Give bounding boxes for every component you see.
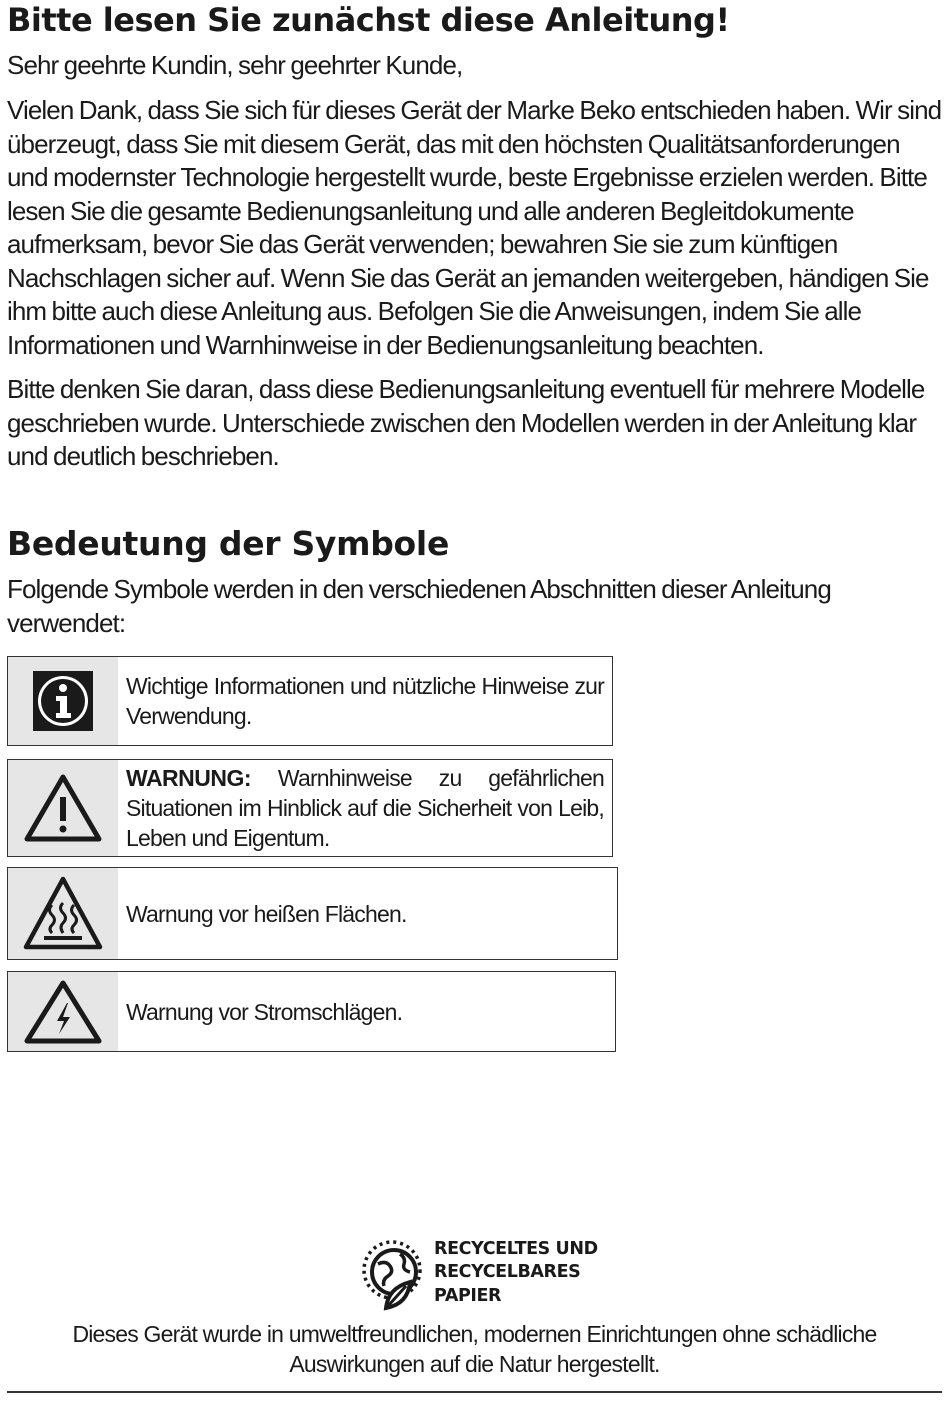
recycled-paper-logo: [356, 1234, 598, 1312]
warning-triangle-icon: [8, 760, 118, 856]
electric-shock-description: Warnung vor Stromschlägen.: [126, 998, 403, 1025]
recycled-paper-globe-icon: [356, 1234, 428, 1312]
models-note-paragraph: Bitte denken Sie daran, dass diese Bedienungsanleitung eventuell für mehrere Modelle geschrieben wurde. Unterschiede zwischen den Modellen werden in der Anleitung klar und deutlich beschrieben.: [7, 374, 925, 471]
symbol-row-warning: [7, 759, 613, 857]
logo-text: [434, 1238, 598, 1309]
symbols-intro-paragraph: Folgende Symbole werden in den verschiedenen Abschnitten dieser Anleitung verwendet:: [7, 574, 831, 638]
symbol-row-electric-shock: [7, 971, 616, 1052]
main-heading: Bitte lesen Sie zunächst diese Anleitung!: [7, 1, 730, 39]
electric-shock-icon: [8, 972, 118, 1051]
greeting-paragraph: Sehr geehrte Kundin, sehr geehrter Kunde,: [7, 50, 463, 80]
warning-text: Warnhinweise zu gefährlichen Situationen im Hinblick auf die Sicherheit von Leib, Leben und Eigentum.: [126, 765, 604, 851]
info-icon: [8, 657, 118, 745]
intro-paragraph: Vielen Dank, dass Sie sich für dieses Gerät der Marke Beko entschieden haben. Wir sind überzeugt, dass Sie mit diesem Gerät, das mit den höchsten Qualitätsanforderungen und modernster Technologie hergestellt wurde, beste Ergebnisse erzielen werden. Bitte lesen Sie die gesamte Bedienungsanleitung und alle anderen Begleitdokumente aufmerksam, bevor Sie das Gerät verwenden; bewahren Sie sie zum künftigen Nachschlagen sicher auf. Wenn Sie das Gerät an jemanden weitergeben, händigen Sie ihm bitte auch diese Anleitung aus. Befolgen Sie die Anweisungen, indem Sie alle Informationen und Warnhinweise in der Bedienungsanleitung beachten.: [7, 95, 942, 360]
bottom-divider: [7, 1391, 942, 1393]
hot-surface-icon: [8, 868, 118, 959]
symbols-heading: Bedeutung der Symbole: [7, 524, 450, 563]
hot-surface-description: Warnung vor heißen Flächen.: [126, 900, 407, 927]
logo-line-1: RECYCELTES UND: [434, 1238, 598, 1259]
symbol-row-hot-surface: [7, 867, 618, 960]
footer-environment-note: Dieses Gerät wurde in umweltfreundlichen, modernen Einrichtungen ohne schädliche Auswirkungen auf die Natur hergestellt.: [72, 1321, 877, 1377]
warning-label: WARNUNG:: [126, 765, 252, 791]
warning-symbol-description: [118, 760, 612, 856]
logo-line-3: PAPIER: [434, 1285, 502, 1306]
symbol-row-info: [7, 656, 613, 746]
info-symbol-description: Wichtige Informationen und nützliche Hinweise zur Verwendung.: [126, 673, 604, 729]
logo-line-2: RECYCELBARES: [434, 1262, 581, 1283]
